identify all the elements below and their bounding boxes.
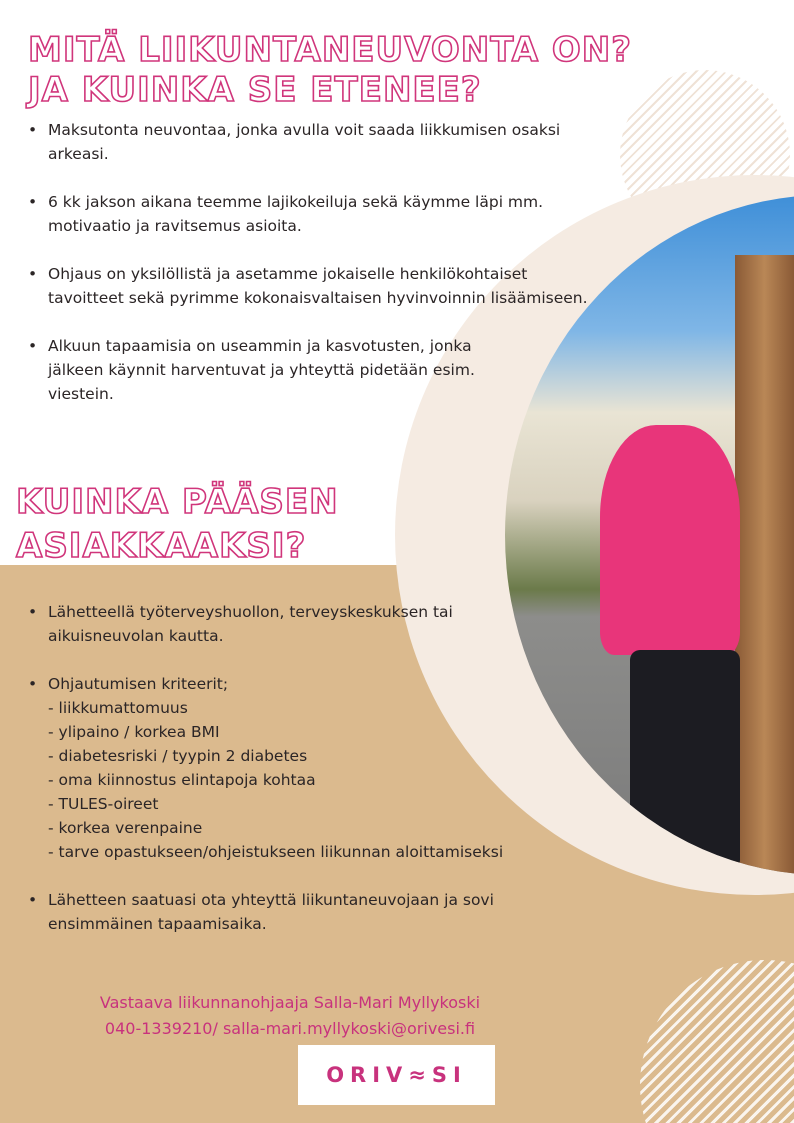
criteria-item: - korkea verenpaine	[48, 819, 203, 837]
list-item: • Lähetteen saatuasi ota yhteyttä liikuntaneuvojaan ja sovi ensimmäinen tapaamisaika.	[28, 888, 588, 936]
section-title-what: MITÄ LIIKUNTANEUVONTA ON? JA KUINKA SE ETENEE?	[28, 30, 632, 110]
section-title-how: KUINKA PÄÄSEN ASIAKKAAKSI?	[16, 482, 339, 566]
info-list	[28, 118, 618, 430]
orivesi-logo: ORIV≈SI	[298, 1045, 495, 1105]
list-item	[28, 672, 628, 864]
criteria-item: - tarve opastukseen/ohjeistukseen liikunnan aloittamiseksi	[48, 843, 504, 861]
list-item: • Alkuun tapaamisia on useammin ja kasvotusten, jonka jälkeen käynnit harventuvat ja yhteyttä pidetään esim. viestein.	[28, 334, 518, 406]
list-item: • Lähetteellä työterveyshuollon, terveyskeskuksen tai aikuisneuvolan kautta.	[28, 600, 518, 648]
contact-phone-email[interactable]: 040-1339210/ salla-mari.myllykoski@orivesi.fi	[104, 1019, 476, 1038]
contact-person: Vastaava liikunnanohjaaja Salla-Mari Myllykoski	[99, 993, 481, 1012]
wooden-wall	[735, 255, 794, 875]
contact-info	[60, 990, 520, 1042]
criteria-item: - ylipaino / korkea BMI	[48, 723, 220, 741]
list-item: • Maksutonta neuvontaa, jonka avulla voit saada liikkumisen osaksi arkeasi.	[28, 118, 588, 166]
criteria-item: - liikkumattomuus	[48, 699, 188, 717]
criteria-title: • Ohjautumisen kriteerit;	[48, 675, 229, 693]
criteria-item: - TULES-oireet	[48, 795, 159, 813]
criteria-item: - diabetesriski / tyypin 2 diabetes	[48, 747, 308, 765]
criteria-item: - oma kiinnostus elintapoja kohtaa	[48, 771, 316, 789]
list-item: • 6 kk jakson aikana teemme lajikokeiluja sekä käymme läpi mm. motivaatio ja ravitsemus asioita.	[28, 190, 608, 238]
list-item: • Ohjaus on yksilöllistä ja asetamme jokaiselle henkilökohtaiset tavoitteet sekä pyrimme kokonaisvaltaisen hyvinvoinnin lisäämiseen.	[28, 262, 608, 310]
steps-list	[28, 600, 628, 960]
